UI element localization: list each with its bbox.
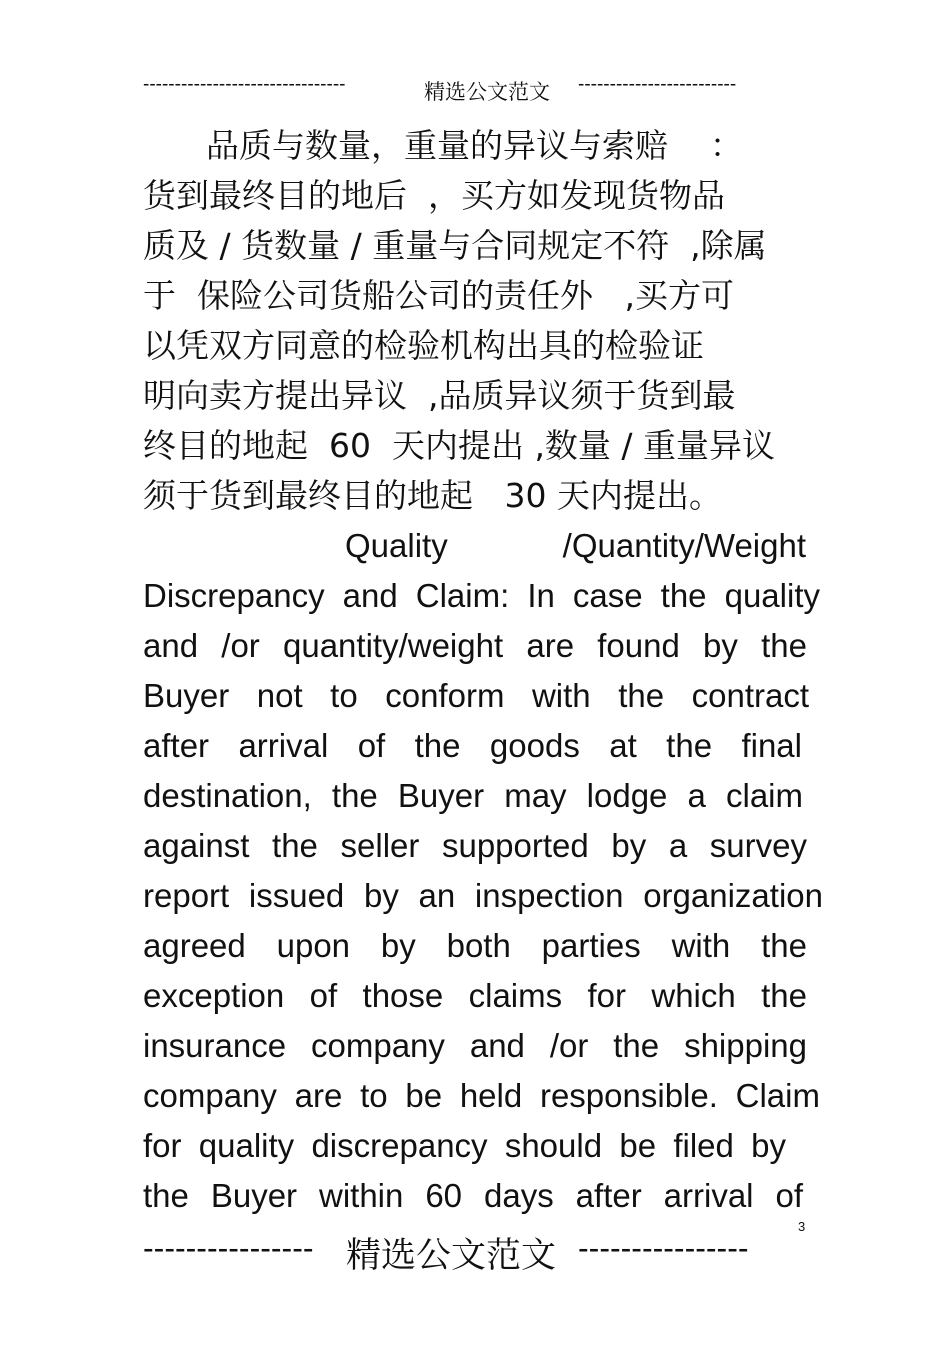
english-line: for quality discrepancy should be filed by <box>143 1127 786 1164</box>
chinese-line: 货到最终目的地后 ，买方如发现货物品 <box>143 176 725 215</box>
chinese-line: 明向卖方提出异议 ,品质异议须于货到最 <box>143 376 736 415</box>
english-line: exception of those claims for which the <box>143 977 807 1014</box>
chinese-line: 于 保险公司货船公司的责任外 ,买方可 <box>143 276 734 315</box>
english-line: Buyer not to conform with the contract <box>143 677 809 714</box>
english-line: report issued by an inspection organization <box>143 877 823 914</box>
english-line: the Buyer within 60 days after arrival of <box>143 1177 803 1214</box>
header-title: 精选公文范文 <box>424 80 550 104</box>
chinese-line: 质及 / 货数量 / 重量与合同规定不符 ,除属 <box>143 226 767 265</box>
footer-dashes-left: ---------------- <box>143 1230 314 1266</box>
page-header <box>0 74 950 108</box>
chinese-line: 品质与数量，重量的异议与索赔 ： <box>143 126 743 165</box>
english-line: against the seller supported by a survey <box>143 827 807 864</box>
page-number: 3 <box>798 1219 806 1234</box>
english-line: Discrepancy and Claim: In case the quality <box>143 577 820 614</box>
english-line: agreed upon by both parties with the <box>143 927 807 964</box>
english-line: after arrival of the goods at the final <box>143 727 802 764</box>
footer-dashes-right: ---------------- <box>578 1230 749 1266</box>
header-dashes-left: -------------------------------- <box>143 74 346 95</box>
english-line: company are to be held responsible. Claim <box>143 1077 820 1114</box>
chinese-line: 终目的地起 60 天内提出 ,数量 / 重量异议 <box>143 426 776 465</box>
header-dashes-right: ------------------------- <box>578 74 737 95</box>
english-line: Quality /Quantity/Weight <box>345 527 806 564</box>
english-line: and /or quantity/weight are found by the <box>143 627 807 664</box>
chinese-line: 须于货到最终目的地起 30 天内提出。 <box>143 476 722 515</box>
page-footer <box>0 1228 950 1276</box>
footer-title: 精选公文范文 <box>346 1236 557 1276</box>
english-line: insurance company and /or the shipping <box>143 1027 807 1064</box>
chinese-line: 以凭双方同意的检验机构出具的检验证 <box>143 326 704 365</box>
english-line: destination, the Buyer may lodge a claim <box>143 777 803 814</box>
